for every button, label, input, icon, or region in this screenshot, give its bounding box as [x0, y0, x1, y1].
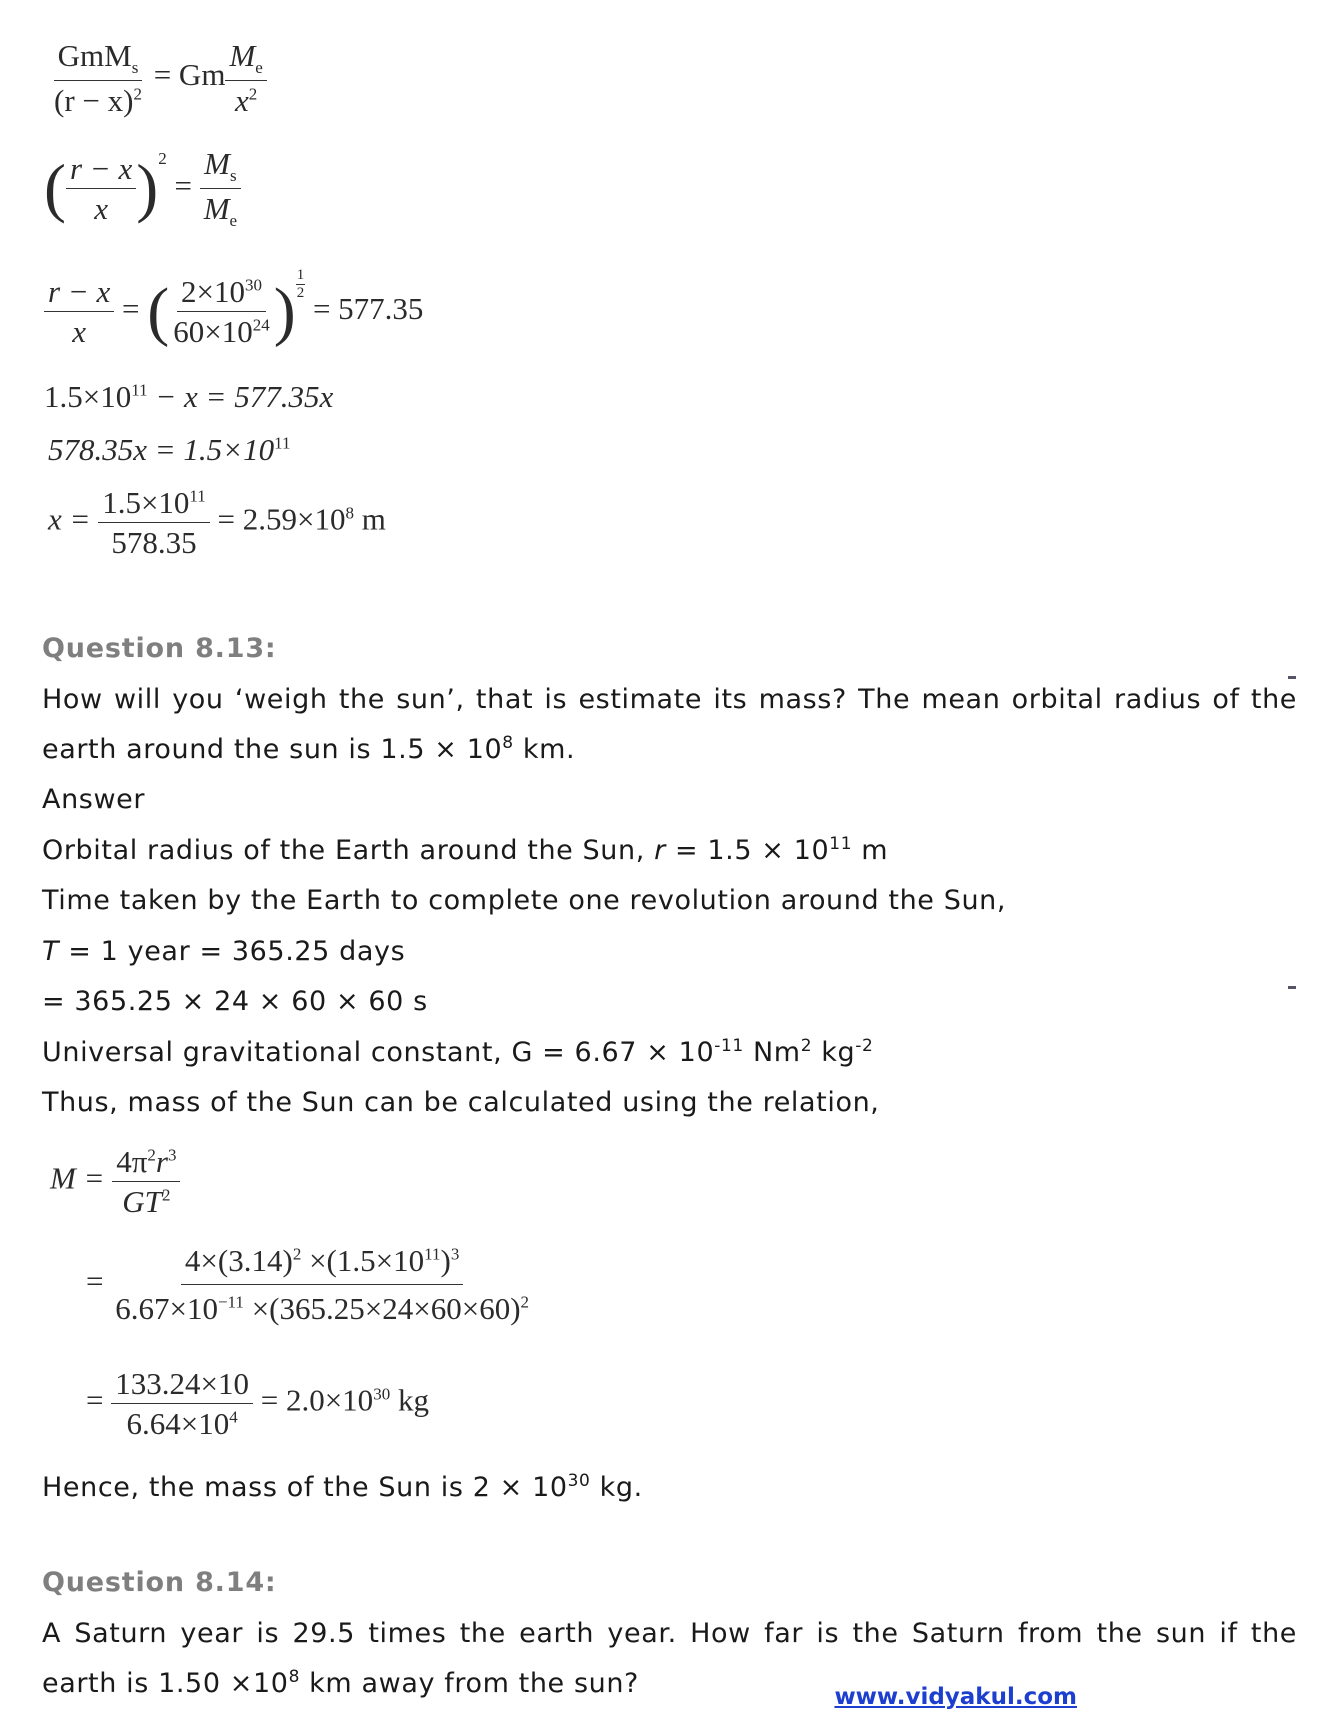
- question-8-14-text-line1: A Saturn year is 29.5 times the earth year. How far is the Saturn from the sun if the: [42, 1618, 1297, 1649]
- equation-linear-1: $1.5\times 10^{11} - x = 577.35x$: [44, 379, 334, 414]
- question-8-13-text-line1: How will you ‘weigh the sun’, that is estimate its mass? The mean orbital radius of the: [42, 684, 1297, 715]
- equation-x-value: x = $\frac{1.5\times 10^{11}}{578.35}$ = $2.59\times 10^8$ m: [48, 485, 386, 560]
- margin-mark: [1288, 986, 1296, 989]
- equation-linear-2: $578.35x = 1.5\times 10^{11}$: [48, 432, 291, 467]
- equation-gravity-balance: $\frac{GmM_s}{(r - x)^2}$ = Gm $\frac{M_e}{x^2}$: [50, 40, 267, 116]
- equation-ratio-squared: ( $\frac{r - x}{x}$ )$^2$ = $\frac{M_s}{M_e}$: [44, 148, 241, 229]
- question-8-13-heading: Question 8.13:: [42, 633, 277, 664]
- question-8-13-text-line2: earth around the sun is $1.5 \times 10^8$ km.: [42, 733, 576, 765]
- revolution-time-line: Time taken by the Earth to complete one revolution around the Sun,: [42, 885, 1007, 916]
- period-seconds-line: = 365.25 × 24 × 60 × 60 s: [42, 986, 428, 1017]
- conclusion-line: Hence, the mass of the Sun is $2 \times 10^{30}$ kg.: [42, 1471, 643, 1503]
- equation-root-ratio: $\frac{r - x}{x}$ = ( $\frac{2\times 10^{30}}{60\times 10^{24}}$ ) $\frac{1}{2}$ = 577.35: [44, 268, 423, 347]
- vidyakul-link[interactable]: www.vidyakul.com: [834, 1684, 1077, 1710]
- period-line: T = 1 year = 365.25 days: [42, 936, 406, 967]
- equation-mass-formula: M = $\frac{4\pi^2r^3}{GT^2}$: [50, 1146, 180, 1217]
- answer-label: Answer: [42, 784, 146, 815]
- equation-mass-result: = $\frac{133.24\times 10}{6.64\times 10^4}$ = $2.0\times 10^{30}$ kg: [86, 1366, 429, 1441]
- margin-mark: [1288, 676, 1296, 679]
- relation-intro-line: Thus, mass of the Sun can be calculated using the relation,: [42, 1087, 880, 1118]
- equation-mass-substitution: = $\frac{4\times(3.14)^2 \times(1.5\times 10^{11})^3}{6.67\times 10^{-11} \times(365.25\times 24\times 60\times 60)^2}$: [86, 1243, 530, 1326]
- gravitational-constant-line: Universal gravitational constant, $G = 6.67 \times 10^{-11}$ Nm$^2$ $kg^{-2}$: [42, 1036, 874, 1068]
- orbital-radius-line: Orbital radius of the Earth around the Sun, $r = 1.5 \times 10^{11}$ m: [42, 834, 889, 866]
- question-8-14-heading: Question 8.14:: [42, 1567, 277, 1598]
- question-8-14-text-line2: earth is $1.50 \times 10^8$ km away from the sun?: [42, 1667, 639, 1699]
